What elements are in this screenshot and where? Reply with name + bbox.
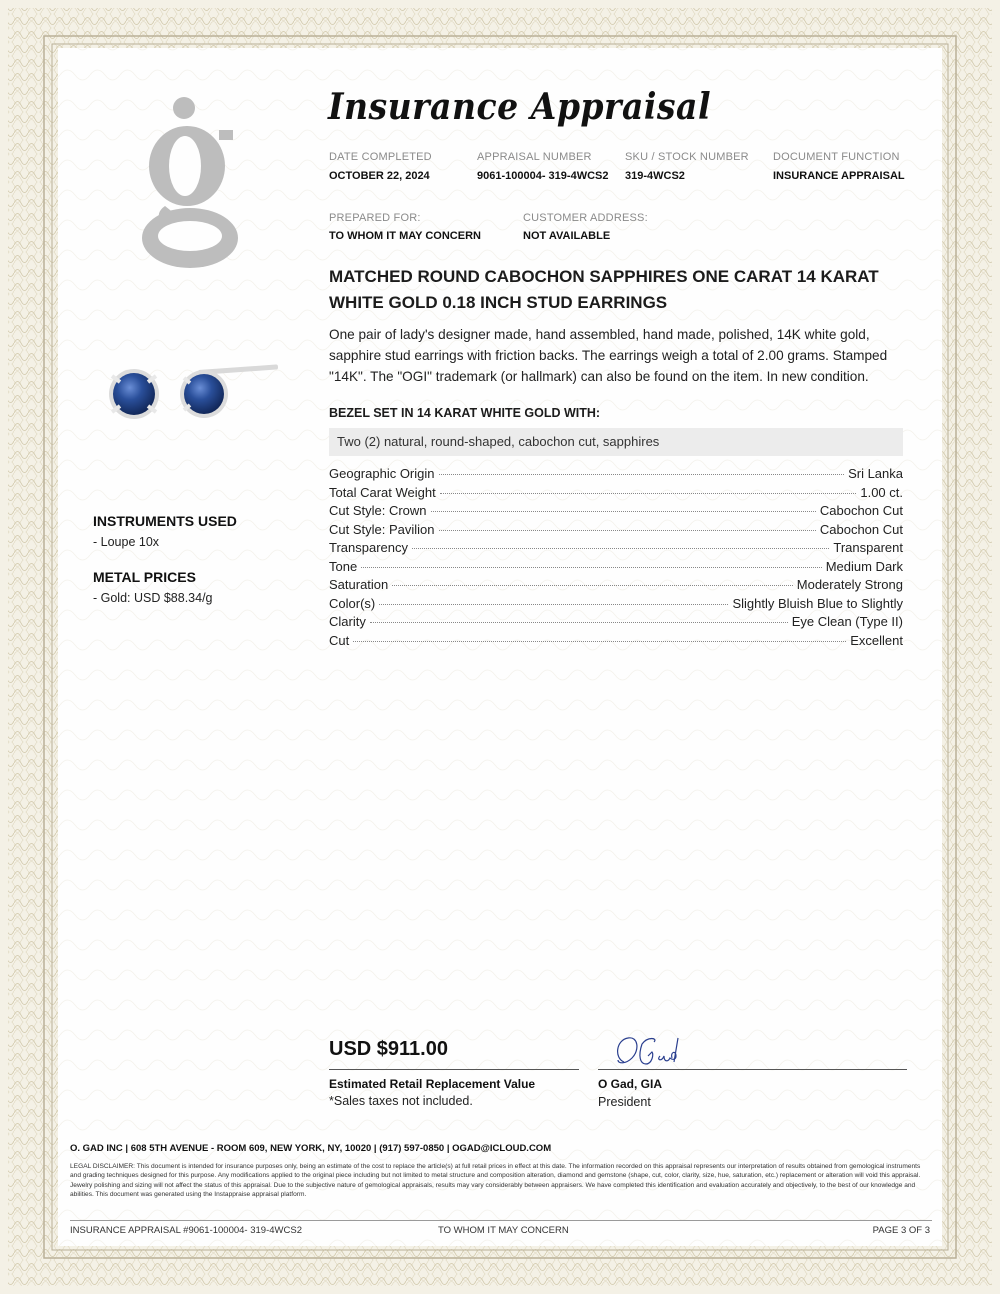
spec-value: Cabochon Cut [819,503,903,518]
spec-label: Cut Style: Crown [329,503,427,518]
spec-label: Cut Style: Pavilion [329,521,435,537]
spec-value: Cabochon Cut [819,521,903,537]
signature [612,1034,692,1068]
spec-label: Transparency [329,540,408,555]
replacement-value: USD $911.00 [329,1038,448,1060]
spec-row [329,577,903,596]
appraisal-number-label: APPRAISAL NUMBER [477,151,592,163]
footer-recipient: TO WHOM IT MAY CONCERN [438,1225,569,1236]
instruments-heading: INSTRUMENTS USED [93,513,237,529]
spec-label: Clarity [329,614,366,629]
earrings-photo [98,356,282,428]
spec-row [329,485,903,504]
company-address: O. GAD INC | 608 5TH AVENUE - ROOM 609, NEW YORK, NY, 10020 | (917) 597-0850 | OGAD@ICLOUD.COM [70,1143,552,1154]
spec-value: Medium Dark [825,558,903,574]
spec-row [329,614,903,633]
date-value: OCTOBER 22, 2024 [329,170,430,182]
prepared-for-label: PREPARED FOR: [329,212,421,224]
spec-value: Sri Lanka [848,466,903,481]
signature-rule [598,1069,907,1070]
appraisal-number-value: 9061-100004- 319-4WCS2 [477,170,609,182]
spec-row [329,503,903,522]
signer-name: O Gad, GIA [598,1077,663,1091]
footer-appraisal-id: INSURANCE APPRAISAL #9061-100004- 319-4WCS2 [70,1225,302,1236]
spec-label: Cut [329,632,350,648]
customer-address-label: CUSTOMER ADDRESS: [523,212,648,224]
spec-label: Saturation [329,577,389,592]
spec-value: Transparent [833,540,903,555]
spec-row [329,466,903,485]
spec-label: Geographic Origin [329,466,435,481]
spec-value: 1.00 ct. [860,484,903,500]
instruments-item: - Loupe 10x [93,535,160,549]
signer-title: President [598,1095,651,1109]
spec-row [329,633,903,652]
setting-heading: BEZEL SET IN 14 KARAT WHITE GOLD WITH: [329,406,601,420]
sku-label: SKU / STOCK NUMBER [625,151,749,163]
item-description: One pair of lady's designer made, hand assembled, hand made, polished, 14K white gold, sapphire stud earrings with friction backs. The earrings weigh a total of 2.00 grams. Stamped "14K". The "OGI" trademark (or hallmark) can also be found on the item. In new condition. [329,327,888,384]
metal-prices-item: - Gold: USD $88.34/g [93,591,213,605]
spec-row [329,559,903,578]
specs-table [329,466,903,651]
spec-label: Total Carat Weight [329,484,436,500]
company-logo [135,88,245,278]
spec-value: Eye Clean (Type II) [791,614,903,629]
value-rule [329,1069,579,1070]
spec-label: Color(s) [329,595,376,611]
spec-label: Tone [329,558,358,574]
sku-value: 319-4WCS2 [625,170,685,182]
spec-value: Excellent [850,632,903,648]
item-heading: MATCHED ROUND CABOCHON SAPPHIRES ONE CARAT 14 KARAT WHITE GOLD 0.18 INCH STUD EARRINGS [329,267,879,312]
customer-address-value: NOT AVAILABLE [523,230,611,242]
spec-row [329,540,903,559]
spec-value: Moderately Strong [796,577,903,592]
stone-summary-band [329,428,903,456]
stone-summary: Two (2) natural, round-shaped, cabochon cut, sapphires [337,434,660,449]
document-title: Insurance Appraisal [328,86,711,128]
spec-value: Slightly Bluish Blue to Slightly [732,595,903,611]
date-label: DATE COMPLETED [329,151,432,163]
tax-note: *Sales taxes not included. [329,1094,473,1108]
legal-disclaimer: LEGAL DISCLAIMER: This document is intended for insurance purposes only, being an estimate of the cost to replace the article(s) at full retail prices in effect at this date. The information recorded on this appraisal represents our interpretation of results obtained from gemological instruments and grading techniques designed for this purpose. Any modifications applied to the original piece including but not limited to metal structure and composition alteration, diamond and gemstone (shape, cut, color, clarity, size, hue, saturation, etc.) replacement or alteration will void this appraisal. Jewelry polishing and sizing will not affect the status of this appraisal. Due to the subjective nature of gemological appraisals, results may vary considerably between appraisers. We have completed this identification and evaluation accurately and objectively, to the best of our knowledge and abilities. This document was generated using the Instappraise appraisal platform. [70,1163,921,1198]
page-number: PAGE 3 OF 3 [872,1225,930,1236]
prepared-for-value: TO WHOM IT MAY CONCERN [329,230,481,242]
metal-prices-heading: METAL PRICES [93,569,196,585]
document-function-value: INSURANCE APPRAISAL [773,170,905,182]
replacement-value-label: Estimated Retail Replacement Value [329,1077,536,1091]
footer-rule [70,1220,932,1221]
document-function-label: DOCUMENT FUNCTION [773,151,900,163]
spec-row [329,522,903,541]
spec-row [329,596,903,615]
